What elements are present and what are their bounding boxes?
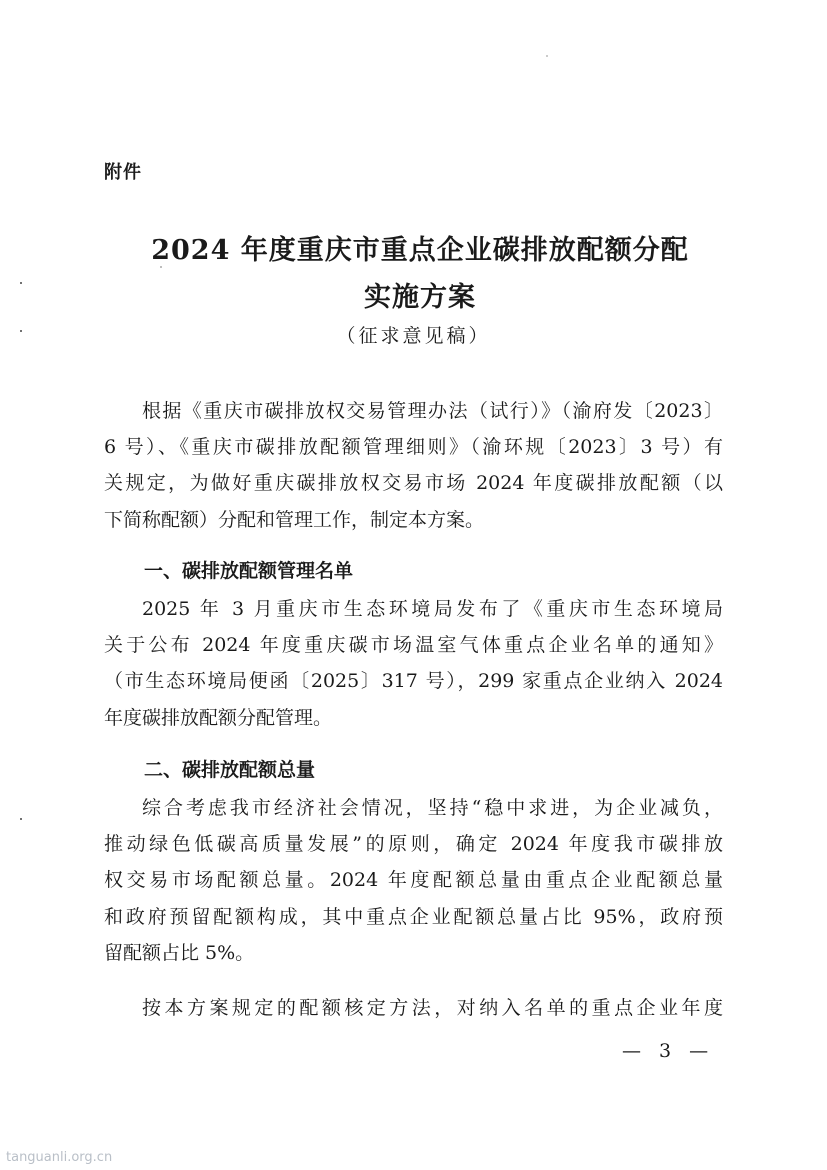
intro-line: 6 号）、《重庆市碳排放配额管理细则》（渝环规〔2023〕3 号）有: [104, 436, 723, 459]
section1-paragraph: [104, 591, 723, 736]
document-title-line2: 实施方案: [364, 282, 476, 313]
scan-speck: [20, 282, 22, 284]
section2-line: 推动绿色低碳高质量发展”的原则，确定 2024 年度我市碳排放: [104, 833, 723, 856]
intro-line: 关规定，为做好重庆碳排放权交易市场 2024 年度碳排放配额（以: [104, 472, 723, 495]
section2-line: 和政府预留配额构成，其中重点企业配额总量占比 95%，政府预: [104, 905, 723, 928]
scan-speck: [20, 330, 22, 332]
document-title-line1: 2024 年度重庆市重点企业碳排放配额分配: [151, 235, 689, 266]
page-number: — 3 —: [622, 1040, 715, 1062]
section2-line: 权交易市场配额总量。2024 年度配额总量由重点企业配额总量: [104, 869, 723, 892]
section1-line: 年度碳排放配额分配管理。: [104, 706, 333, 729]
intro-line: 根据《重庆市碳排放权交易管理办法（试行）》（渝府发〔2023〕: [142, 400, 723, 422]
scan-speck: [160, 266, 162, 268]
section1-line: （市生态环境局便函〔2025〕317 号），299 家重点企业纳入 2024: [104, 670, 723, 693]
section2-continued-line: 按本方案规定的配额核定方法，对纳入名单的重点企业年度: [142, 997, 723, 1019]
section2-continued-paragraph: [104, 990, 723, 1026]
section2-paragraph: [104, 790, 723, 971]
section2-line: 综合考虑我市经济社会情况，坚持“稳中求进，为企业减负，: [142, 797, 723, 819]
scan-speck: [546, 55, 548, 57]
document-subtitle: （征求意见稿）: [336, 325, 491, 347]
section1-line: 2025 年 3 月重庆市生态环境局发布了《重庆市生态环境局: [142, 598, 723, 620]
intro-paragraph: [104, 393, 723, 538]
section2-heading: 二、碳排放配额总量: [144, 759, 316, 781]
section2-line: 留配额占比 5%。: [104, 941, 255, 964]
section1-line: 关于公布 2024 年度重庆碳市场温室气体重点企业名单的通知》: [104, 634, 723, 657]
attachment-label: 附件: [104, 162, 142, 183]
section1-heading: 一、碳排放配额管理名单: [144, 560, 354, 582]
watermark: tanguanli.org.cn: [6, 1150, 113, 1165]
scan-speck: [20, 818, 22, 820]
intro-line: 下简称配额）分配和管理工作，制定本方案。: [104, 508, 485, 531]
